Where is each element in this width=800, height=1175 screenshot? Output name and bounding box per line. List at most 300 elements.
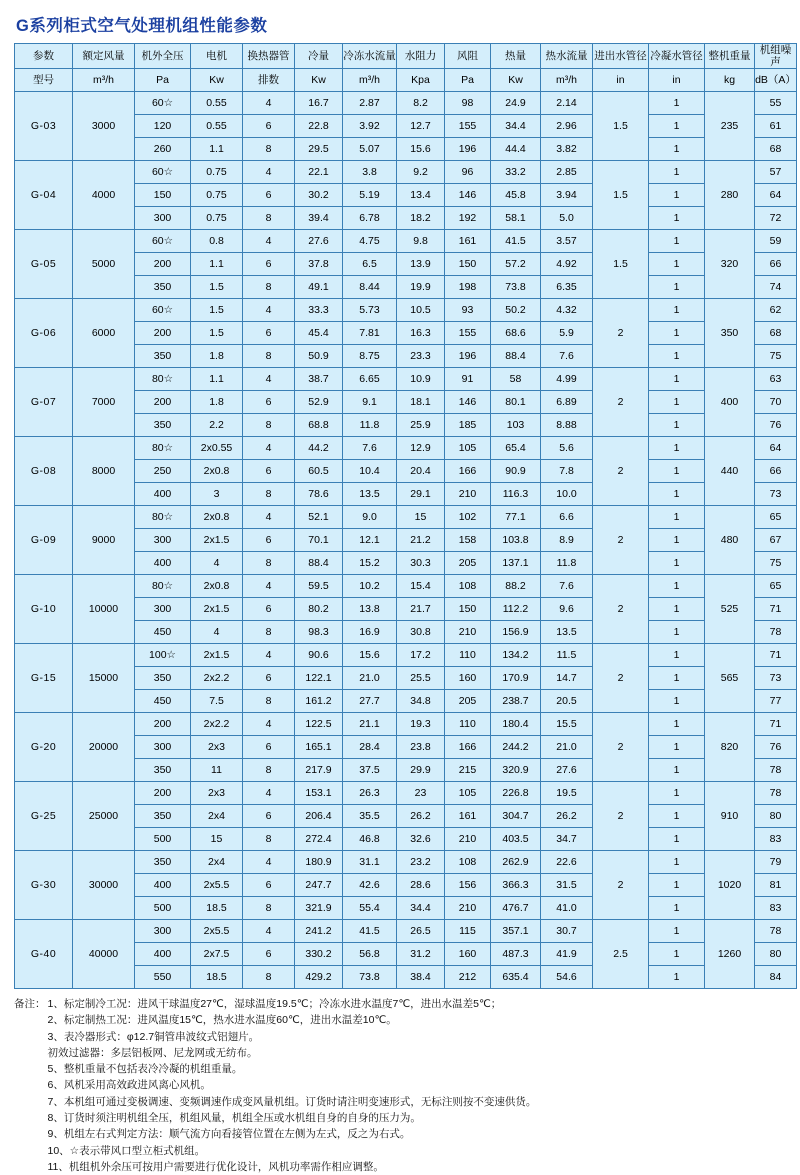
cell-chilled-water-flow: 73.8 [343, 966, 397, 989]
cell-water-resistance: 20.4 [397, 460, 445, 483]
col-unit-water-resistance: Kpa [397, 69, 445, 92]
cell-unit-noise: 67 [755, 529, 797, 552]
cell-chilled-water-flow: 3.8 [343, 161, 397, 184]
cell-unit-noise: 75 [755, 345, 797, 368]
cell-coil-rows: 8 [243, 207, 295, 230]
col-unit-coil-tube: 排数 [243, 69, 295, 92]
cell-model: G-10 [15, 575, 73, 644]
cell-unit-weight: 280 [705, 161, 755, 230]
cell-external-pressure: 200 [135, 713, 191, 736]
cell-cooling-capacity: 44.2 [295, 437, 343, 460]
cell-chilled-water-flow: 10.2 [343, 575, 397, 598]
cell-unit-noise: 78 [755, 920, 797, 943]
cell-coil-rows: 8 [243, 759, 295, 782]
cell-coil-rows: 8 [243, 966, 295, 989]
cell-hot-water-flow: 41.9 [541, 943, 593, 966]
cell-model: G-03 [15, 92, 73, 161]
cell-cooling-capacity: 206.4 [295, 805, 343, 828]
cell-unit-weight: 910 [705, 782, 755, 851]
cell-condensate-pipe: 1 [649, 345, 705, 368]
cell-inlet-outlet-pipe: 2 [593, 782, 649, 851]
cell-hot-water-flow: 3.94 [541, 184, 593, 207]
cell-model: G-08 [15, 437, 73, 506]
col-head-external-pressure: 机外全压 [135, 44, 191, 69]
cell-external-pressure: 300 [135, 598, 191, 621]
cell-condensate-pipe: 1 [649, 506, 705, 529]
cell-external-pressure: 100☆ [135, 644, 191, 667]
cell-heating-capacity: 476.7 [491, 897, 541, 920]
cell-coil-rows: 6 [243, 115, 295, 138]
cell-unit-noise: 59 [755, 230, 797, 253]
cell-rated-air-volume: 25000 [73, 782, 135, 851]
cell-heating-capacity: 68.6 [491, 322, 541, 345]
cell-unit-noise: 79 [755, 851, 797, 874]
cell-hot-water-flow: 11.8 [541, 552, 593, 575]
cell-chilled-water-flow: 15.2 [343, 552, 397, 575]
table-row [15, 368, 797, 391]
cell-chilled-water-flow: 27.7 [343, 690, 397, 713]
cell-inlet-outlet-pipe: 2 [593, 713, 649, 782]
table-row [15, 713, 797, 736]
cell-unit-noise: 84 [755, 966, 797, 989]
cell-motor: 2.2 [191, 414, 243, 437]
cell-condensate-pipe: 1 [649, 598, 705, 621]
cell-rated-air-volume: 15000 [73, 644, 135, 713]
cell-water-resistance: 30.3 [397, 552, 445, 575]
cell-motor: 2x3 [191, 782, 243, 805]
cell-coil-rows: 6 [243, 943, 295, 966]
cell-water-resistance: 17.2 [397, 644, 445, 667]
cell-model: G-06 [15, 299, 73, 368]
cell-external-pressure: 500 [135, 828, 191, 851]
cell-model: G-20 [15, 713, 73, 782]
cell-hot-water-flow: 7.8 [541, 460, 593, 483]
cell-motor: 2x4 [191, 851, 243, 874]
cell-chilled-water-flow: 35.5 [343, 805, 397, 828]
cell-air-resistance: 196 [445, 345, 491, 368]
cell-condensate-pipe: 1 [649, 299, 705, 322]
cell-condensate-pipe: 1 [649, 437, 705, 460]
cell-heating-capacity: 103.8 [491, 529, 541, 552]
cell-heating-capacity: 33.2 [491, 161, 541, 184]
cell-external-pressure: 150 [135, 184, 191, 207]
cell-hot-water-flow: 4.92 [541, 253, 593, 276]
cell-condensate-pipe: 1 [649, 897, 705, 920]
cell-unit-noise: 83 [755, 897, 797, 920]
cell-chilled-water-flow: 9.1 [343, 391, 397, 414]
cell-cooling-capacity: 30.2 [295, 184, 343, 207]
cell-cooling-capacity: 22.8 [295, 115, 343, 138]
cell-coil-rows: 4 [243, 368, 295, 391]
cell-unit-weight: 235 [705, 92, 755, 161]
cell-unit-noise: 72 [755, 207, 797, 230]
cell-air-resistance: 155 [445, 322, 491, 345]
cell-motor: 1.5 [191, 299, 243, 322]
cell-rated-air-volume: 10000 [73, 575, 135, 644]
cell-external-pressure: 60☆ [135, 92, 191, 115]
cell-cooling-capacity: 49.1 [295, 276, 343, 299]
col-head-unit-noise: 机组噪声 [755, 44, 797, 69]
cell-cooling-capacity: 321.9 [295, 897, 343, 920]
col-unit-condensate-pipe: in [649, 69, 705, 92]
cell-heating-capacity: 57.2 [491, 253, 541, 276]
cell-cooling-capacity: 16.7 [295, 92, 343, 115]
cell-air-resistance: 166 [445, 460, 491, 483]
note-item: 3、表冷器形式：φ12.7铜管串波纹式铝翅片。 [47, 1030, 260, 1043]
cell-condensate-pipe: 1 [649, 851, 705, 874]
cell-inlet-outlet-pipe: 2.5 [593, 920, 649, 989]
col-head-rated-air-volume: 额定风量 [73, 44, 135, 69]
cell-heating-capacity: 73.8 [491, 276, 541, 299]
cell-hot-water-flow: 30.7 [541, 920, 593, 943]
cell-hot-water-flow: 54.6 [541, 966, 593, 989]
table-row [15, 299, 797, 322]
col-unit-unit-weight: kg [705, 69, 755, 92]
cell-coil-rows: 6 [243, 598, 295, 621]
cell-hot-water-flow: 6.6 [541, 506, 593, 529]
cell-motor: 1.1 [191, 368, 243, 391]
cell-motor: 2x1.5 [191, 598, 243, 621]
cell-unit-weight: 1260 [705, 920, 755, 989]
cell-air-resistance: 185 [445, 414, 491, 437]
cell-heating-capacity: 103 [491, 414, 541, 437]
note-item: 10、☆表示带风口型立柜式机组。 [47, 1144, 206, 1157]
cell-air-resistance: 146 [445, 391, 491, 414]
header-row-unit [15, 69, 797, 92]
cell-motor: 1.5 [191, 322, 243, 345]
cell-cooling-capacity: 90.6 [295, 644, 343, 667]
cell-motor: 2x2.2 [191, 667, 243, 690]
cell-air-resistance: 161 [445, 230, 491, 253]
cell-air-resistance: 105 [445, 437, 491, 460]
cell-heating-capacity: 65.4 [491, 437, 541, 460]
cell-chilled-water-flow: 6.78 [343, 207, 397, 230]
cell-water-resistance: 10.9 [397, 368, 445, 391]
cell-cooling-capacity: 88.4 [295, 552, 343, 575]
table-row [15, 506, 797, 529]
cell-chilled-water-flow: 15.6 [343, 644, 397, 667]
cell-heating-capacity: 88.4 [491, 345, 541, 368]
cell-hot-water-flow: 26.2 [541, 805, 593, 828]
cell-air-resistance: 98 [445, 92, 491, 115]
cell-motor: 2x0.55 [191, 437, 243, 460]
cell-condensate-pipe: 1 [649, 276, 705, 299]
cell-chilled-water-flow: 13.8 [343, 598, 397, 621]
cell-unit-weight: 350 [705, 299, 755, 368]
cell-water-resistance: 15.6 [397, 138, 445, 161]
cell-heating-capacity: 366.3 [491, 874, 541, 897]
col-head-cooling-capacity: 冷量 [295, 44, 343, 69]
cell-heating-capacity: 80.1 [491, 391, 541, 414]
cell-external-pressure: 300 [135, 529, 191, 552]
cell-motor: 2x0.8 [191, 575, 243, 598]
cell-cooling-capacity: 272.4 [295, 828, 343, 851]
cell-chilled-water-flow: 8.44 [343, 276, 397, 299]
cell-external-pressure: 350 [135, 851, 191, 874]
cell-unit-noise: 76 [755, 736, 797, 759]
cell-external-pressure: 450 [135, 690, 191, 713]
cell-external-pressure: 120 [135, 115, 191, 138]
cell-coil-rows: 6 [243, 391, 295, 414]
cell-chilled-water-flow: 41.5 [343, 920, 397, 943]
cell-chilled-water-flow: 26.3 [343, 782, 397, 805]
cell-rated-air-volume: 40000 [73, 920, 135, 989]
note-item: 6、风机采用高效政进风离心风机。 [47, 1079, 211, 1092]
cell-unit-weight: 1020 [705, 851, 755, 920]
cell-motor: 1.1 [191, 138, 243, 161]
cell-cooling-capacity: 50.9 [295, 345, 343, 368]
note-item: 7、本机组可通过变极调速、变频调速作成变风量机组。订货时请注明变速形式，无标注则按不变速供货。 [47, 1095, 537, 1108]
cell-water-resistance: 18.1 [397, 391, 445, 414]
cell-chilled-water-flow: 10.4 [343, 460, 397, 483]
cell-unit-noise: 64 [755, 437, 797, 460]
cell-model: G-09 [15, 506, 73, 575]
cell-inlet-outlet-pipe: 1.5 [593, 230, 649, 299]
cell-air-resistance: 156 [445, 874, 491, 897]
cell-cooling-capacity: 122.1 [295, 667, 343, 690]
cell-water-resistance: 18.2 [397, 207, 445, 230]
cell-unit-noise: 73 [755, 483, 797, 506]
cell-hot-water-flow: 5.9 [541, 322, 593, 345]
cell-chilled-water-flow: 3.92 [343, 115, 397, 138]
cell-condensate-pipe: 1 [649, 759, 705, 782]
cell-unit-noise: 63 [755, 368, 797, 391]
cell-air-resistance: 210 [445, 828, 491, 851]
cell-heating-capacity: 403.5 [491, 828, 541, 851]
cell-motor: 4 [191, 552, 243, 575]
cell-chilled-water-flow: 42.6 [343, 874, 397, 897]
cell-unit-noise: 65 [755, 506, 797, 529]
cell-cooling-capacity: 122.5 [295, 713, 343, 736]
cell-air-resistance: 108 [445, 575, 491, 598]
cell-coil-rows: 8 [243, 828, 295, 851]
cell-condensate-pipe: 1 [649, 966, 705, 989]
cell-heating-capacity: 24.9 [491, 92, 541, 115]
cell-unit-weight: 480 [705, 506, 755, 575]
cell-hot-water-flow: 5.0 [541, 207, 593, 230]
cell-rated-air-volume: 7000 [73, 368, 135, 437]
cell-hot-water-flow: 3.57 [541, 230, 593, 253]
cell-chilled-water-flow: 37.5 [343, 759, 397, 782]
cell-water-resistance: 9.8 [397, 230, 445, 253]
cell-chilled-water-flow: 4.75 [343, 230, 397, 253]
cell-unit-noise: 71 [755, 644, 797, 667]
cell-motor: 0.55 [191, 92, 243, 115]
col-head-water-resistance: 水阻力 [397, 44, 445, 69]
cell-coil-rows: 6 [243, 184, 295, 207]
cell-model: G-04 [15, 161, 73, 230]
cell-water-resistance: 26.5 [397, 920, 445, 943]
cell-air-resistance: 198 [445, 276, 491, 299]
cell-rated-air-volume: 20000 [73, 713, 135, 782]
cell-chilled-water-flow: 11.8 [343, 414, 397, 437]
cell-condensate-pipe: 1 [649, 874, 705, 897]
note-item: 8、订货时须注明机组全压，机组风量，机组全压或水机组自身的自身的压力为。 [47, 1111, 421, 1124]
cell-water-resistance: 19.9 [397, 276, 445, 299]
cell-cooling-capacity: 241.2 [295, 920, 343, 943]
cell-rated-air-volume: 8000 [73, 437, 135, 506]
cell-external-pressure: 200 [135, 322, 191, 345]
cell-air-resistance: 212 [445, 966, 491, 989]
cell-unit-noise: 73 [755, 667, 797, 690]
cell-condensate-pipe: 1 [649, 552, 705, 575]
note-item: 5、整机重量不包括表冷冷凝的机组重量。 [47, 1063, 243, 1076]
cell-inlet-outlet-pipe: 1.5 [593, 161, 649, 230]
cell-cooling-capacity: 29.5 [295, 138, 343, 161]
col-unit-cooling-capacity: Kw [295, 69, 343, 92]
cell-water-resistance: 12.9 [397, 437, 445, 460]
cell-coil-rows: 8 [243, 690, 295, 713]
cell-water-resistance: 32.6 [397, 828, 445, 851]
cell-hot-water-flow: 13.5 [541, 621, 593, 644]
table-row [15, 230, 797, 253]
cell-motor: 11 [191, 759, 243, 782]
cell-coil-rows: 8 [243, 138, 295, 161]
cell-water-resistance: 38.4 [397, 966, 445, 989]
cell-air-resistance: 210 [445, 483, 491, 506]
cell-external-pressure: 200 [135, 782, 191, 805]
cell-coil-rows: 4 [243, 851, 295, 874]
note-item: 初效过滤器：多层铝板网、尼龙网或无纺布。 [47, 1046, 258, 1059]
cell-hot-water-flow: 14.7 [541, 667, 593, 690]
cell-water-resistance: 31.2 [397, 943, 445, 966]
col-unit-rated-air-volume: m³/h [73, 69, 135, 92]
note-item: 2、标定制热工况：进风温度15℃，热水进水温度60℃，进出水温差10℃。 [47, 1014, 397, 1027]
cell-heating-capacity: 134.2 [491, 644, 541, 667]
cell-coil-rows: 4 [243, 782, 295, 805]
cell-cooling-capacity: 330.2 [295, 943, 343, 966]
cell-model: G-25 [15, 782, 73, 851]
cell-cooling-capacity: 247.7 [295, 874, 343, 897]
cell-motor: 4 [191, 621, 243, 644]
cell-cooling-capacity: 165.1 [295, 736, 343, 759]
cell-cooling-capacity: 39.4 [295, 207, 343, 230]
cell-heating-capacity: 34.4 [491, 115, 541, 138]
cell-chilled-water-flow: 5.73 [343, 299, 397, 322]
header-row-main [15, 44, 797, 69]
cell-cooling-capacity: 78.6 [295, 483, 343, 506]
cell-inlet-outlet-pipe: 2 [593, 437, 649, 506]
cell-motor: 2x2.2 [191, 713, 243, 736]
cell-cooling-capacity: 59.5 [295, 575, 343, 598]
cell-motor: 2x0.8 [191, 506, 243, 529]
cell-cooling-capacity: 68.8 [295, 414, 343, 437]
performance-table [14, 43, 797, 989]
cell-hot-water-flow: 21.0 [541, 736, 593, 759]
cell-rated-air-volume: 5000 [73, 230, 135, 299]
cell-hot-water-flow: 31.5 [541, 874, 593, 897]
cell-cooling-capacity: 180.9 [295, 851, 343, 874]
cell-air-resistance: 150 [445, 253, 491, 276]
cell-inlet-outlet-pipe: 2 [593, 506, 649, 575]
cell-condensate-pipe: 1 [649, 391, 705, 414]
cell-heating-capacity: 357.1 [491, 920, 541, 943]
col-head-chilled-water-flow: 冷冻水流量 [343, 44, 397, 69]
cell-unit-noise: 64 [755, 184, 797, 207]
cell-rated-air-volume: 3000 [73, 92, 135, 161]
cell-heating-capacity: 116.3 [491, 483, 541, 506]
cell-heating-capacity: 226.8 [491, 782, 541, 805]
cell-heating-capacity: 45.8 [491, 184, 541, 207]
cell-motor: 0.55 [191, 115, 243, 138]
cell-condensate-pipe: 1 [649, 184, 705, 207]
cell-heating-capacity: 88.2 [491, 575, 541, 598]
cell-external-pressure: 200 [135, 253, 191, 276]
cell-water-resistance: 19.3 [397, 713, 445, 736]
cell-air-resistance: 158 [445, 529, 491, 552]
cell-water-resistance: 15 [397, 506, 445, 529]
cell-condensate-pipe: 1 [649, 115, 705, 138]
cell-heating-capacity: 156.9 [491, 621, 541, 644]
cell-cooling-capacity: 161.2 [295, 690, 343, 713]
cell-air-resistance: 146 [445, 184, 491, 207]
cell-inlet-outlet-pipe: 2 [593, 299, 649, 368]
cell-external-pressure: 300 [135, 207, 191, 230]
cell-rated-air-volume: 6000 [73, 299, 135, 368]
cell-external-pressure: 350 [135, 276, 191, 299]
cell-unit-noise: 71 [755, 713, 797, 736]
cell-chilled-water-flow: 56.8 [343, 943, 397, 966]
cell-heating-capacity: 487.3 [491, 943, 541, 966]
table-row [15, 437, 797, 460]
cell-unit-noise: 66 [755, 460, 797, 483]
cell-condensate-pipe: 1 [649, 138, 705, 161]
cell-air-resistance: 155 [445, 115, 491, 138]
cell-coil-rows: 8 [243, 552, 295, 575]
cell-motor: 0.8 [191, 230, 243, 253]
cell-air-resistance: 166 [445, 736, 491, 759]
cell-motor: 0.75 [191, 161, 243, 184]
cell-hot-water-flow: 7.6 [541, 575, 593, 598]
cell-external-pressure: 450 [135, 621, 191, 644]
cell-air-resistance: 205 [445, 690, 491, 713]
cell-motor: 2x0.8 [191, 460, 243, 483]
cell-unit-noise: 62 [755, 299, 797, 322]
cell-chilled-water-flow: 28.4 [343, 736, 397, 759]
cell-hot-water-flow: 6.89 [541, 391, 593, 414]
cell-hot-water-flow: 7.6 [541, 345, 593, 368]
cell-hot-water-flow: 3.82 [541, 138, 593, 161]
cell-external-pressure: 350 [135, 759, 191, 782]
cell-motor: 2x5.5 [191, 920, 243, 943]
cell-cooling-capacity: 80.2 [295, 598, 343, 621]
cell-cooling-capacity: 45.4 [295, 322, 343, 345]
cell-hot-water-flow: 11.5 [541, 644, 593, 667]
cell-unit-noise: 75 [755, 552, 797, 575]
cell-coil-rows: 4 [243, 506, 295, 529]
cell-air-resistance: 161 [445, 805, 491, 828]
cell-coil-rows: 4 [243, 920, 295, 943]
cell-external-pressure: 350 [135, 805, 191, 828]
cell-unit-noise: 57 [755, 161, 797, 184]
cell-condensate-pipe: 1 [649, 161, 705, 184]
table-row [15, 575, 797, 598]
cell-hot-water-flow: 19.5 [541, 782, 593, 805]
cell-motor: 2x4 [191, 805, 243, 828]
cell-condensate-pipe: 1 [649, 828, 705, 851]
col-head-condensate-pipe: 冷凝水管径 [649, 44, 705, 69]
cell-hot-water-flow: 22.6 [541, 851, 593, 874]
cell-cooling-capacity: 22.1 [295, 161, 343, 184]
cell-coil-rows: 8 [243, 414, 295, 437]
cell-water-resistance: 23.2 [397, 851, 445, 874]
cell-water-resistance: 29.9 [397, 759, 445, 782]
cell-external-pressure: 200 [135, 391, 191, 414]
cell-water-resistance: 13.4 [397, 184, 445, 207]
cell-external-pressure: 350 [135, 345, 191, 368]
cell-inlet-outlet-pipe: 2 [593, 851, 649, 920]
col-unit-hot-water-flow: m³/h [541, 69, 593, 92]
